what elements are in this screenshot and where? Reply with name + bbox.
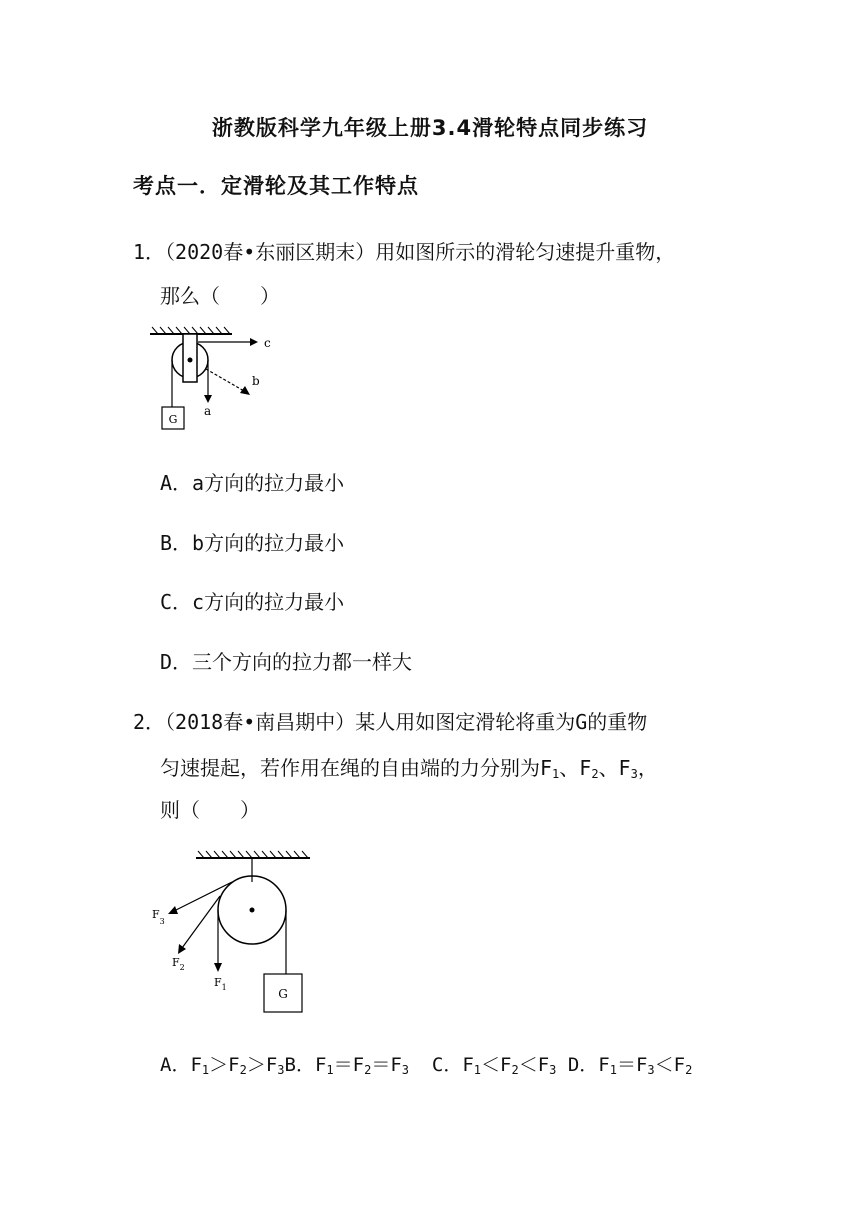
label-a: a [204,404,212,418]
q1-option-c: C．c方向的拉力最小 [160,590,345,614]
q2-pulley-figure [148,848,318,1018]
q1-stem-line1: 1．（2020春•东丽区期末）用如图所示的滑轮匀速提升重物， [133,240,676,264]
q1-option-a: A．a方向的拉力最小 [160,471,345,495]
q2-stem-line1: 2．（2018春•南昌期中）某人用如图定滑轮将重为G的重物 [133,710,648,734]
ceiling-hatch [196,851,310,858]
q2-option-a: A．$F_1>F_2>F_3$ [160,1054,285,1077]
page-title: 浙教版科学九年级上册3.4滑轮特点同步练习 [211,116,649,140]
q1-stem-line2: 那么（ ） [160,284,280,308]
label-c: c [264,336,271,350]
label-f3: $F_3$ [152,908,165,926]
q1-pulley-figure [140,325,290,440]
q1-option-b: B．b方向的拉力最小 [160,531,345,555]
q2-stem-line3: 则（ ） [160,798,260,822]
q2-option-b: B．$F_1=F_2=F_3$ [284,1054,409,1077]
q2-option-c: C．$F_1<F_2<F_3$ [431,1054,557,1077]
section-heading: 考点一．定滑轮及其工作特点 [133,174,419,198]
q2-option-d: D．$F_1=F_3<F_2$ [567,1054,693,1077]
label-b: b [252,374,260,388]
label-f1: $F_1$ [214,976,227,992]
q2-options [160,1050,692,1077]
ceiling-hatch [150,327,232,334]
q2-stem-line2: 匀速提起，若作用在绳的自由端的力分别为$F_1$、$F_2$、$F_3$， [160,756,658,781]
label-f2: $F_2$ [172,956,185,972]
weight-label: G [168,413,178,426]
q1-option-d: D．三个方向的拉力都一样大 [160,650,413,674]
weight-label: G [278,987,288,1001]
